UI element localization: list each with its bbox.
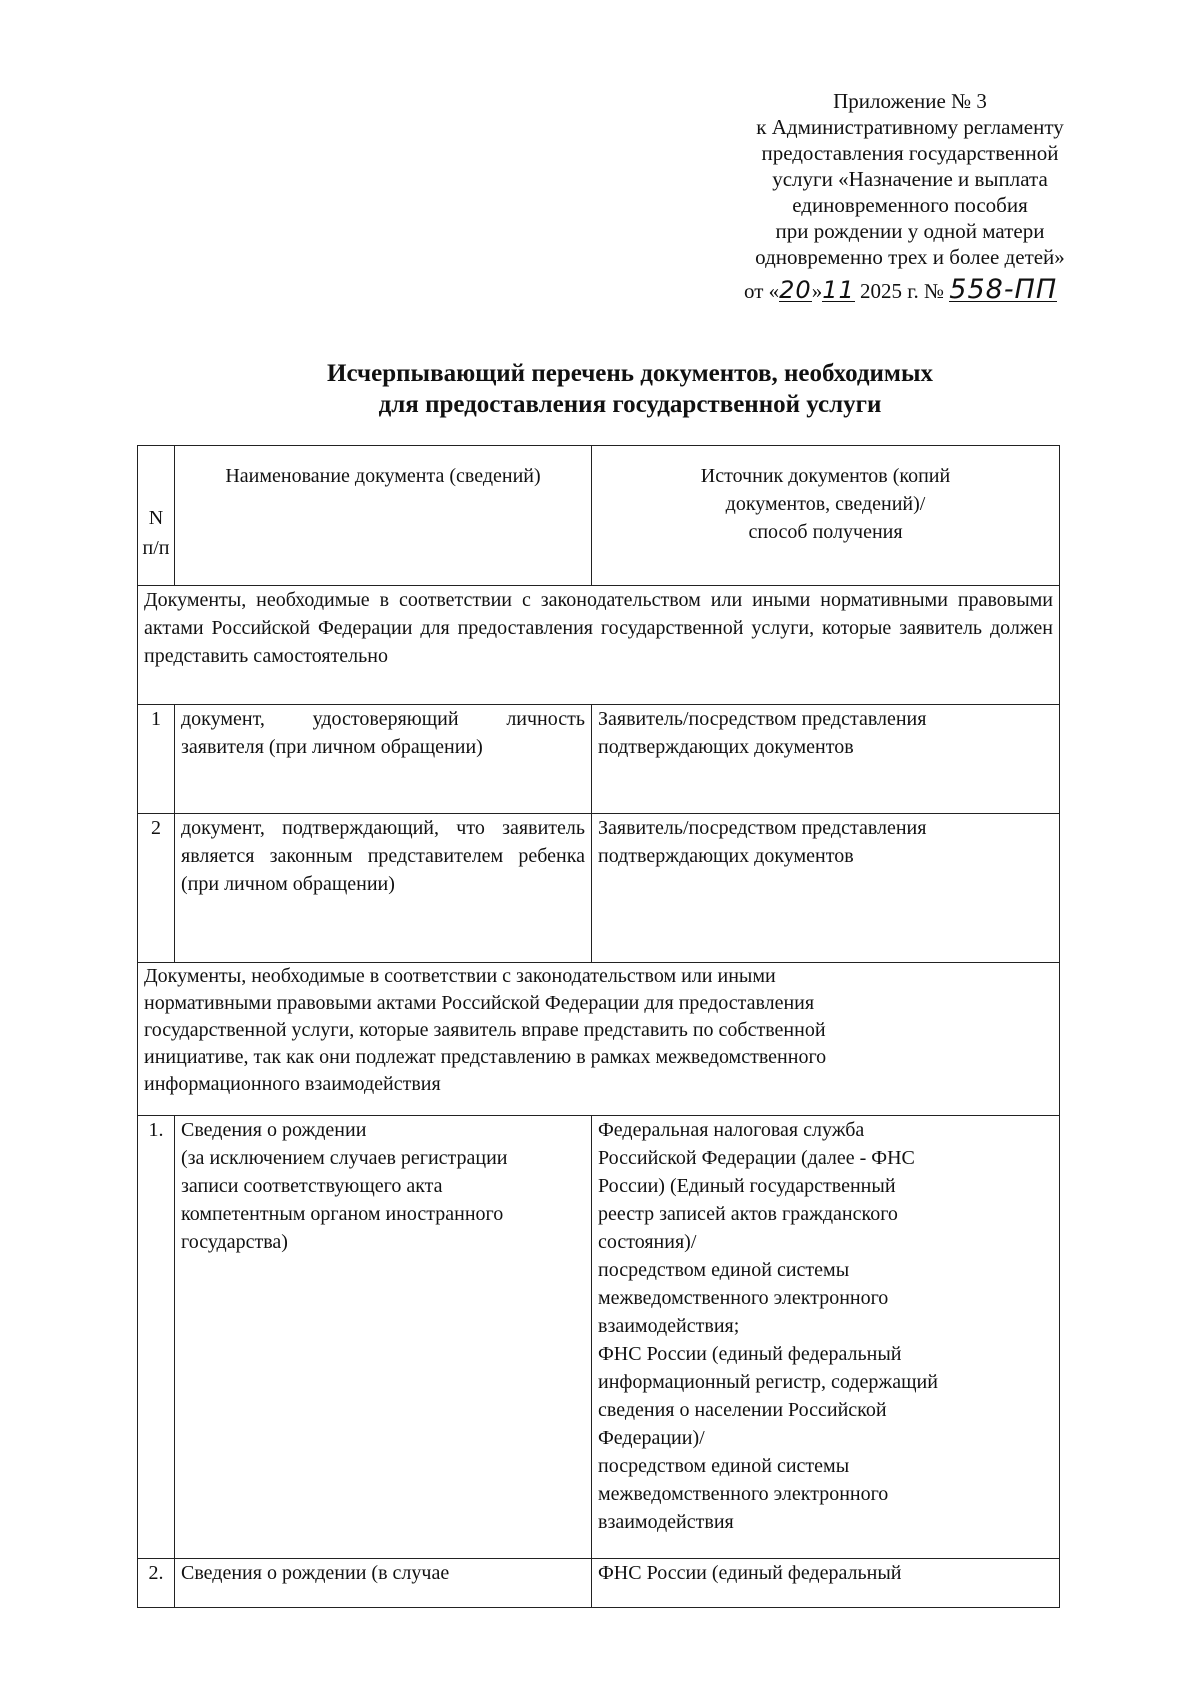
date-prefix: от « xyxy=(744,279,780,303)
page-title xyxy=(140,358,1120,420)
section-heading-optional: Документы, необходимые в соответствии с законодательством или иными нормативными правовыми актами Российской Федерации для предоставления государственной услуги, которые заявитель вправе представить по собственной инициативе, так как они подлежат представлению в рамках межведомственного информационного взаимодействия xyxy=(138,963,1060,1116)
section-row xyxy=(138,586,1060,705)
table-row xyxy=(138,1116,1060,1559)
appendix-line: при рождении у одной матери xyxy=(775,219,1045,243)
header-source: Источник документов (копий документов, сведений)/ способ получения xyxy=(592,446,1060,586)
row-source: ФНС России (единый федеральный xyxy=(592,1559,1060,1608)
row-source: Федеральная налоговая служба Российской Федерации (далее - ФНС России) (Единый государственный реестр записей актов гражданского состояния)/ посредством единой системы межведомственного электронного взаимодействия; ФНС России (единый федеральный информационный регистр, содержащий сведения о населении Российской Федерации)/ посредством единой системы межведомственного электронного взаимодействия xyxy=(592,1116,1060,1559)
row-number: 1 xyxy=(138,705,175,814)
header-number: N п/п xyxy=(138,446,175,586)
table-row xyxy=(138,814,1060,963)
appendix-line: предоставления государственной xyxy=(761,141,1059,165)
table-header-row xyxy=(138,446,1060,586)
row-number: 2 xyxy=(138,814,175,963)
document-date-line xyxy=(744,276,1057,306)
table-row xyxy=(138,705,1060,814)
date-mid: » xyxy=(811,279,823,303)
title-line-2: для предоставления государственной услуги xyxy=(378,391,882,418)
header-document-name: Наименование документа (сведений) xyxy=(175,446,592,586)
handwritten-month: 11 xyxy=(822,276,855,304)
appendix-line: к Административному регламенту xyxy=(756,115,1064,139)
section-row xyxy=(138,963,1060,1116)
handwritten-document-number: 558-ПП xyxy=(949,274,1058,305)
row-document-name: документ, удостоверяющий личность заявителя (при личном обращении) xyxy=(175,705,592,814)
appendix-line: единовременного пособия xyxy=(792,193,1028,217)
row-number: 2. xyxy=(138,1559,175,1608)
row-document-name: Сведения о рождении (в случае xyxy=(175,1559,592,1608)
appendix-block xyxy=(700,88,1120,270)
row-source: Заявитель/посредством представления подтверждающих документов xyxy=(592,814,1060,963)
documents-table xyxy=(137,445,1060,1608)
row-source: Заявитель/посредством представления подтверждающих документов xyxy=(592,705,1060,814)
appendix-line: Приложение № 3 xyxy=(833,89,987,113)
row-document-name: Сведения о рождении (за исключением случаев регистрации записи соответствующего акта компетентным органом иностранного государства) xyxy=(175,1116,592,1559)
handwritten-day: 20 xyxy=(779,276,812,304)
row-number: 1. xyxy=(138,1116,175,1559)
date-year: 2025 г. № xyxy=(860,279,945,303)
row-document-name: документ, подтверждающий, что заявитель является законным представителем ребенка (при личном обращении) xyxy=(175,814,592,963)
title-line-1: Исчерпывающий перечень документов, необходимых xyxy=(327,360,933,387)
appendix-line: услуги «Назначение и выплата xyxy=(772,167,1048,191)
section-heading-mandatory: Документы, необходимые в соответствии с законодательством или иными нормативными правовыми актами Российской Федерации для предоставления государственной услуги, которые заявитель должен представить самостоятельно xyxy=(138,586,1060,705)
table-row xyxy=(138,1559,1060,1608)
appendix-line: одновременно трех и более детей» xyxy=(755,245,1065,269)
